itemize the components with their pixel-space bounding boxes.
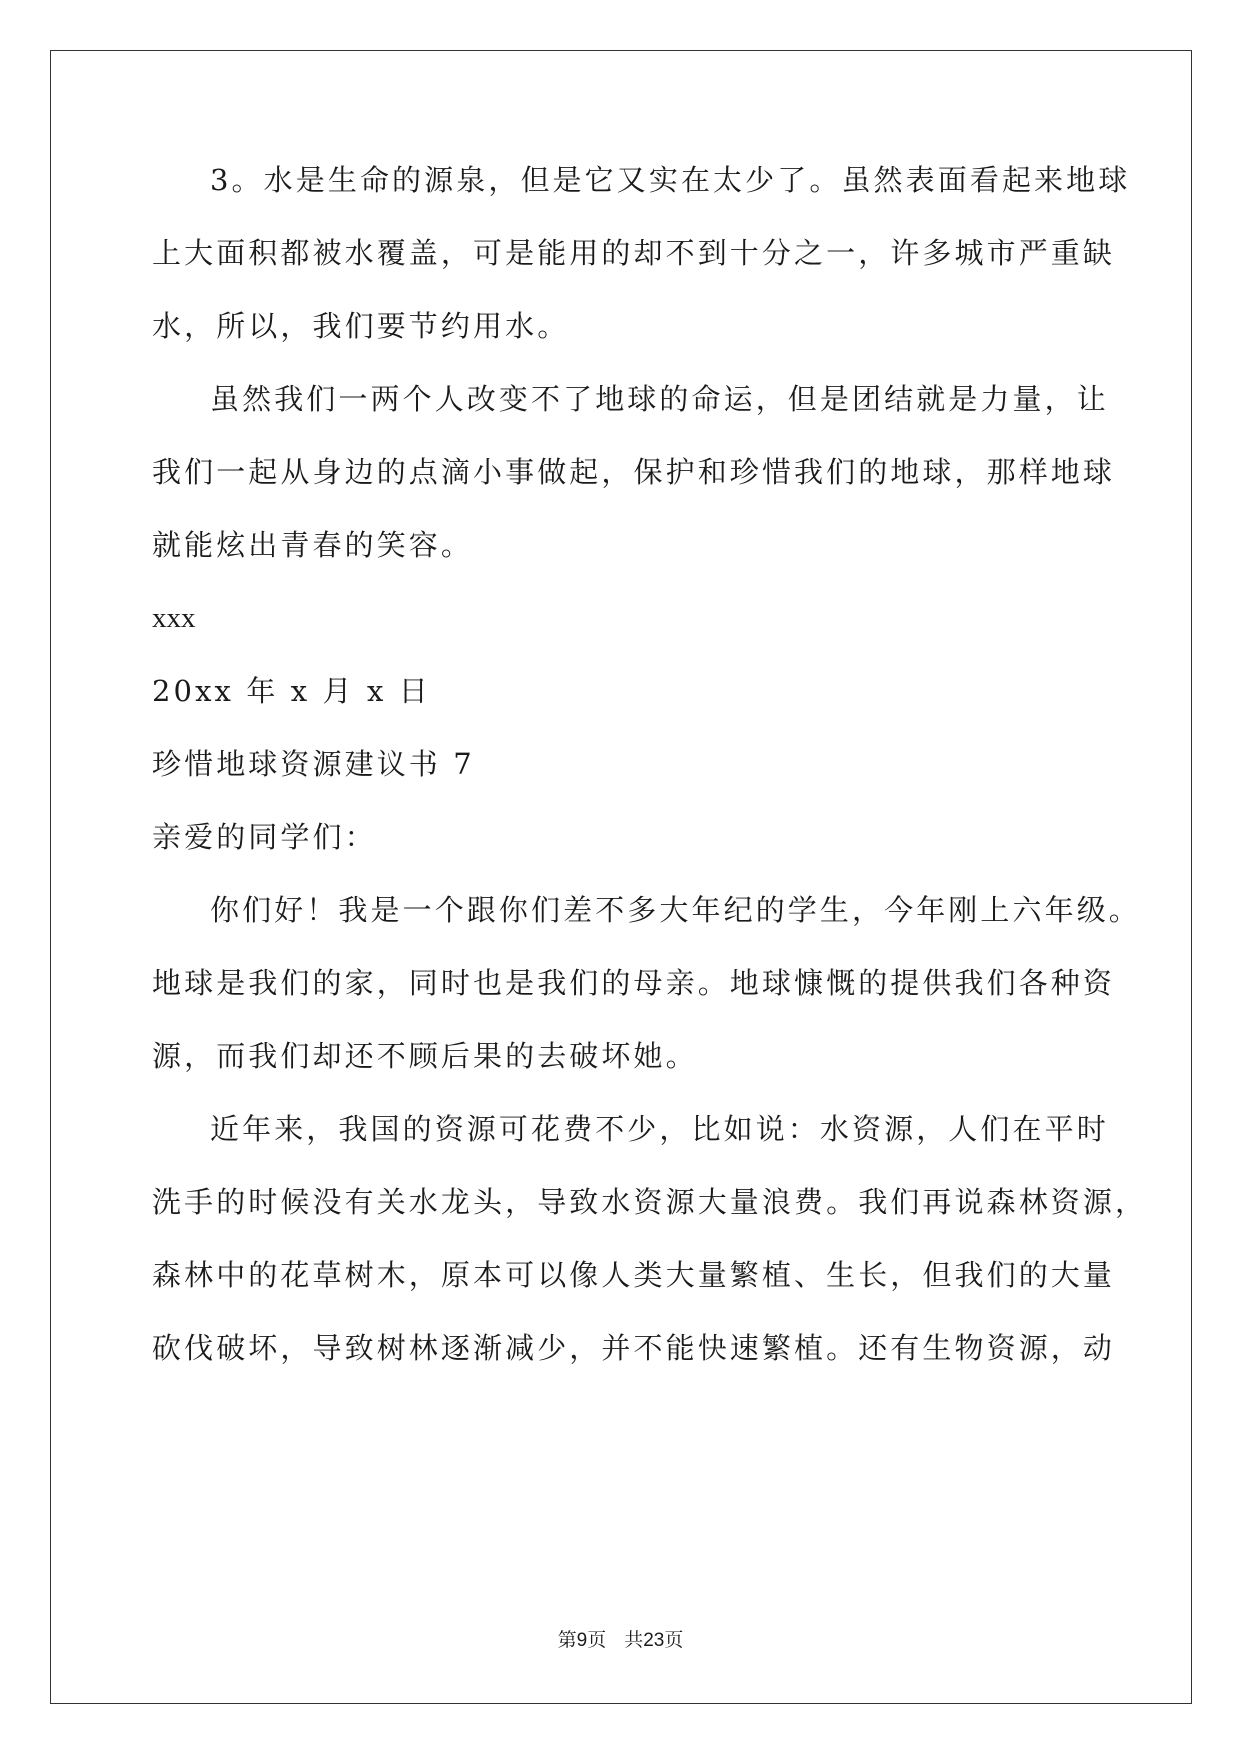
text-line: 就能炫出青春的笑容。 xyxy=(152,528,474,562)
signature-name: xxx xyxy=(152,602,196,634)
text-line: 你们好！我是一个跟你们差不多大年纪的学生，今年刚上六年级。 xyxy=(210,893,1141,927)
signature-date: 20xx 年 x 月 x 日 xyxy=(152,674,431,708)
text-line: 上大面积都被水覆盖，可是能用的却不到十分之一，许多城市严重缺 xyxy=(152,236,1116,270)
text-line: 虽然我们一两个人改变不了地球的命运，但是团结就是力量，让 xyxy=(210,382,1109,416)
footer-total-suffix: 页 xyxy=(664,1629,684,1651)
text-line: 森林中的花草树木，原本可以像人类大量繁植、生长，但我们的大量 xyxy=(152,1258,1116,1292)
text-line: 砍伐破坏，导致树林逐渐减少，并不能快速繁植。还有生物资源，动 xyxy=(152,1331,1116,1365)
text-line: 近年来，我国的资源可花费不少，比如说：水资源，人们在平时 xyxy=(210,1112,1109,1146)
footer-page-suffix: 页 xyxy=(587,1629,607,1651)
salutation: 亲爱的同学们： xyxy=(152,820,377,854)
text-line: 源，而我们却还不顾后果的去破坏她。 xyxy=(152,1039,698,1073)
text-line: 洗手的时候没有关水龙头，导致水资源大量浪费。我们再说森林资源， xyxy=(152,1185,1148,1219)
total-pages-number: 23 xyxy=(643,1630,665,1651)
footer-prefix: 第 xyxy=(557,1629,577,1651)
current-page-number: 9 xyxy=(576,1630,588,1651)
text-line: 地球是我们的家，同时也是我们的母亲。地球慷慨的提供我们各种资 xyxy=(152,966,1116,1000)
page-border xyxy=(50,50,1192,1704)
section-title: 珍惜地球资源建议书 7 xyxy=(152,747,475,781)
text-line: 水，所以，我们要节约用水。 xyxy=(152,309,570,343)
page-footer xyxy=(0,1628,1241,1653)
text-line: 3。水是生命的源泉，但是它又实在太少了。虽然表面看起来地球 xyxy=(210,163,1131,197)
footer-total-prefix: 共 xyxy=(624,1629,644,1651)
text-line: 我们一起从身边的点滴小事做起，保护和珍惜我们的地球，那样地球 xyxy=(152,455,1116,489)
